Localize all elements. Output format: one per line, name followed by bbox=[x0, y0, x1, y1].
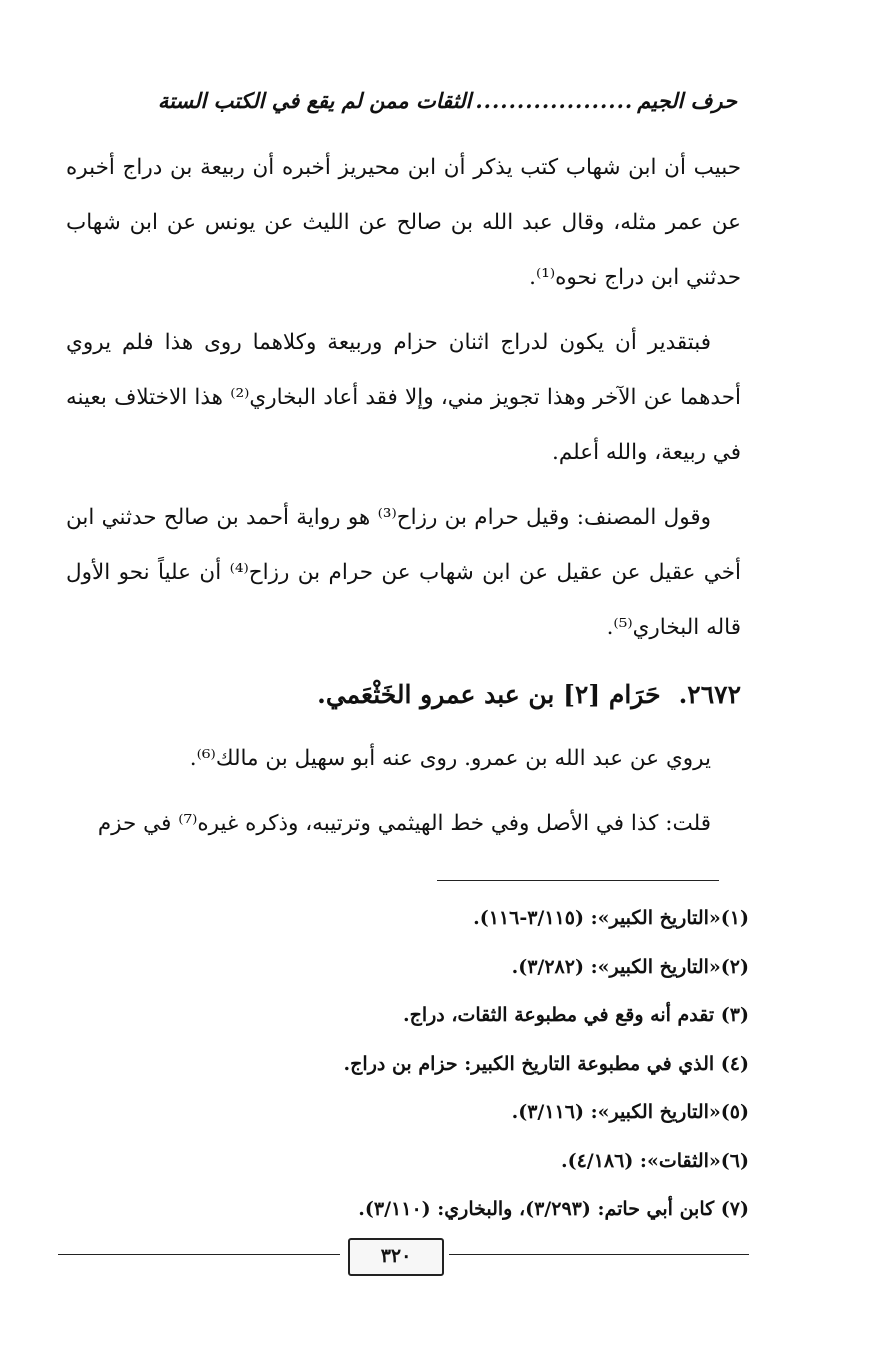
main-text bbox=[66, 140, 741, 861]
entry-name: حَرَام [٢] بن عبد عمرو الخَثْعَمي. bbox=[317, 680, 661, 709]
footnote: (٥)«التاريخ الكبير»: (٣/١١٦). bbox=[511, 1101, 749, 1123]
footer-rule-right bbox=[449, 1254, 749, 1255]
footnotes bbox=[90, 894, 749, 1234]
footnote: (٤) الذي في مطبوعة التاريخ الكبير: حزام بن دراج. bbox=[343, 1052, 749, 1075]
footnote: (٦)«الثقات»: (٤/١٨٦). bbox=[560, 1149, 749, 1172]
footnote: (٣) تقدم أنه وقع في مطبوعة الثقات، دراج. bbox=[402, 1004, 749, 1026]
footnote: (٢)«التاريخ الكبير»: (٣/٢٨٢). bbox=[511, 955, 749, 978]
chapter-title: حرف الجيم bbox=[637, 88, 737, 113]
footnote: (١)«التاريخ الكبير»: (٣/١١٥-١١٦). bbox=[473, 907, 749, 929]
paragraph: فبتقدير أن يكون لدراج اثنان حزام وربيعة وكلاهما روى هذا فلم يروي أحدهما عن الآخر وهذا تجويز مني، وإلا فقد أعاد البخاري⁽²⁾ هذا الاختلاف بعينه في ربيعة، والله أعلم. bbox=[66, 330, 741, 465]
book-title: الثقات ممن لم يقع في الكتب الستة bbox=[157, 88, 472, 113]
header-separator: ................... bbox=[475, 88, 634, 113]
entry-heading bbox=[66, 665, 741, 725]
footer-rule-left bbox=[58, 1254, 340, 1255]
footnote: (٧) كابن أبي حاتم: (٣/٢٩٣)، والبخاري: (٣/١١٠). bbox=[358, 1198, 749, 1220]
page-number: ٣٢٠ bbox=[348, 1238, 444, 1276]
paragraph: يروي عن عبد الله بن عمرو. روى عنه أبو سهيل بن مالك⁽⁶⁾. bbox=[189, 746, 711, 771]
paragraph: وقول المصنف: وقيل حرام بن رزاح⁽³⁾ هو رواية أحمد بن صالح حدثني ابن أخي عقيل عن عقيل عن ابن شهاب عن حرام بن رزاح⁽⁴⁾ أن علياً نحو الأول قاله البخاري⁽⁵⁾. bbox=[66, 505, 741, 640]
paragraph: قلت: كذا في الأصل وفي خط الهيثمي وترتيبه، وذكره غيره⁽⁷⁾ في حزم bbox=[97, 811, 711, 836]
running-head bbox=[88, 88, 737, 113]
paragraph: حبيب أن ابن شهاب كتب يذكر أن ابن محيريز أخبره أن ربيعة بن دراج أخبره عن عمر مثله، وقال عبد الله بن صالح عن الليث عن يونس عن ابن شهاب حدثني ابن دراج نحوه⁽¹⁾. bbox=[66, 155, 741, 290]
page-footer bbox=[58, 1238, 749, 1278]
entry-number: ٢٦٧٢. bbox=[678, 680, 741, 709]
footnote-divider bbox=[437, 880, 719, 881]
